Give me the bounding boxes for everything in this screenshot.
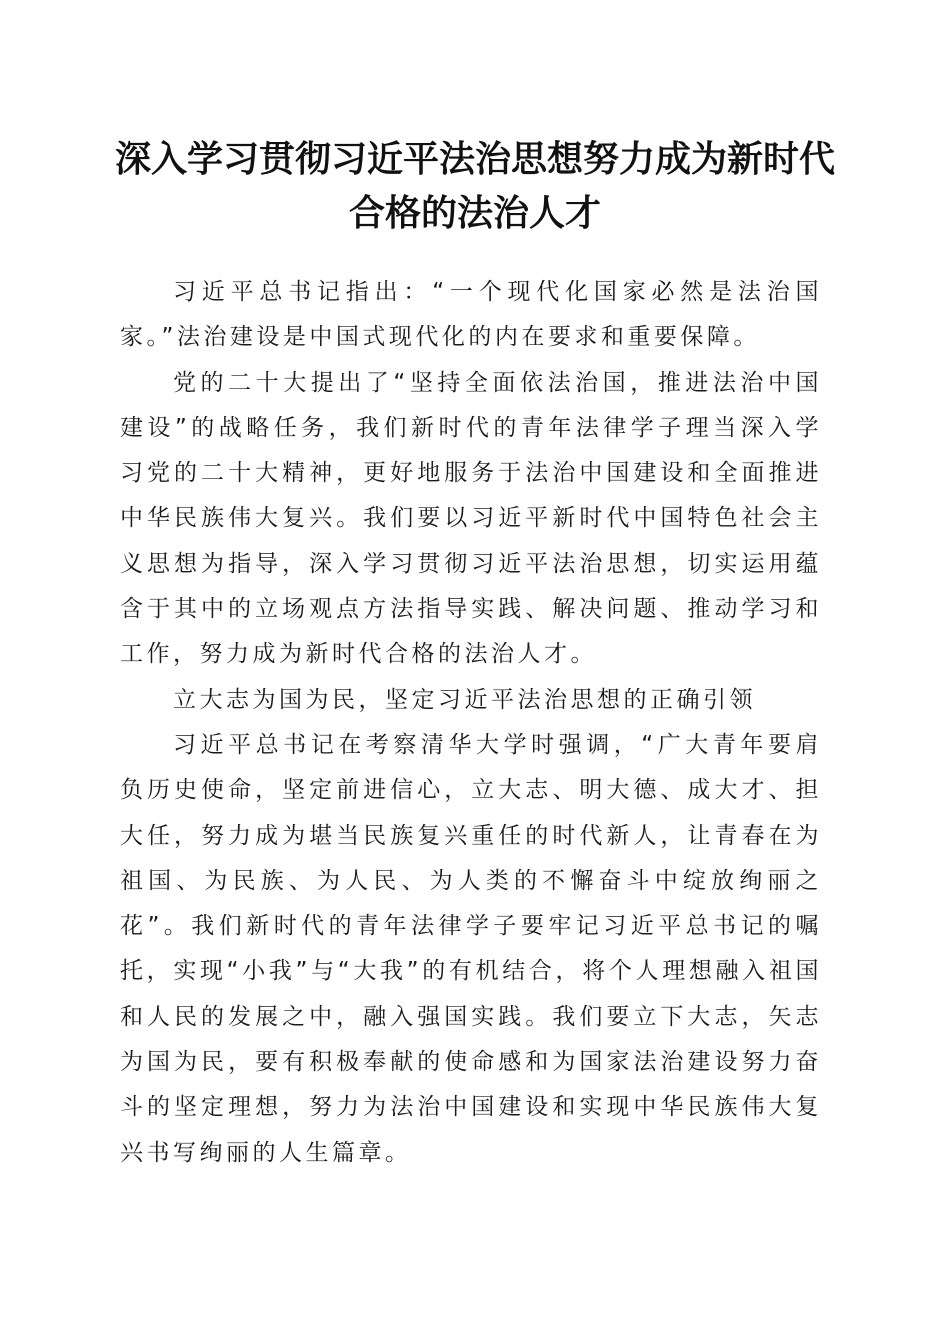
title-line-2: 合格的法治人才	[348, 192, 601, 234]
paragraph-1: 习近平总书记指出：“一个现代化国家必然是法治国家。”法治建设是中国式现代化的内在要求和重要保障。	[120, 279, 822, 351]
section-heading: 立大志为国为民，坚定习近平法治思想的正确引领	[173, 686, 756, 713]
document-title	[100, 132, 850, 240]
title-line-1: 深入学习贯彻习近平法治思想努力成为新时代	[114, 138, 835, 180]
paragraph-3: 习近平总书记在考察清华大学时强调，“广大青年要肩负历史使命，坚定前进信心，立大志、明大德、成大才、担大任，努力成为堪当民族复兴重任的时代新人，让青春在为祖国、为民族、为人民、为人类的不懈奋斗中绽放绚丽之花”。我们新时代的青年法律学子要牢记习近平总书记的嘱托，实现“小我”与“大我”的有机结合，将个人理想融入祖国和人民的发展之中，融入强国实践。我们要立下大志，矢志为国为民，要有积极奉献的使命感和为国家法治建设努力奋斗的坚定理想，努力为法治中国建设和实现中华民族伟大复兴书写绚丽的人生篇章。	[120, 731, 822, 1166]
paragraph-2: 党的二十大提出了“坚持全面依法治国，推进法治中国建设”的战略任务，我们新时代的青年法律学子理当深入学习党的二十大精神，更好地服务于法治中国建设和全面推进中华民族伟大复兴。我们要以习近平新时代中国特色社会主义思想为指导，深入学习贯彻习近平法治思想，切实运用蕴含于其中的立场观点方法指导实践、解决问题、推动学习和工作，努力成为新时代合格的法治人才。	[120, 369, 822, 668]
document-body	[120, 270, 822, 1176]
